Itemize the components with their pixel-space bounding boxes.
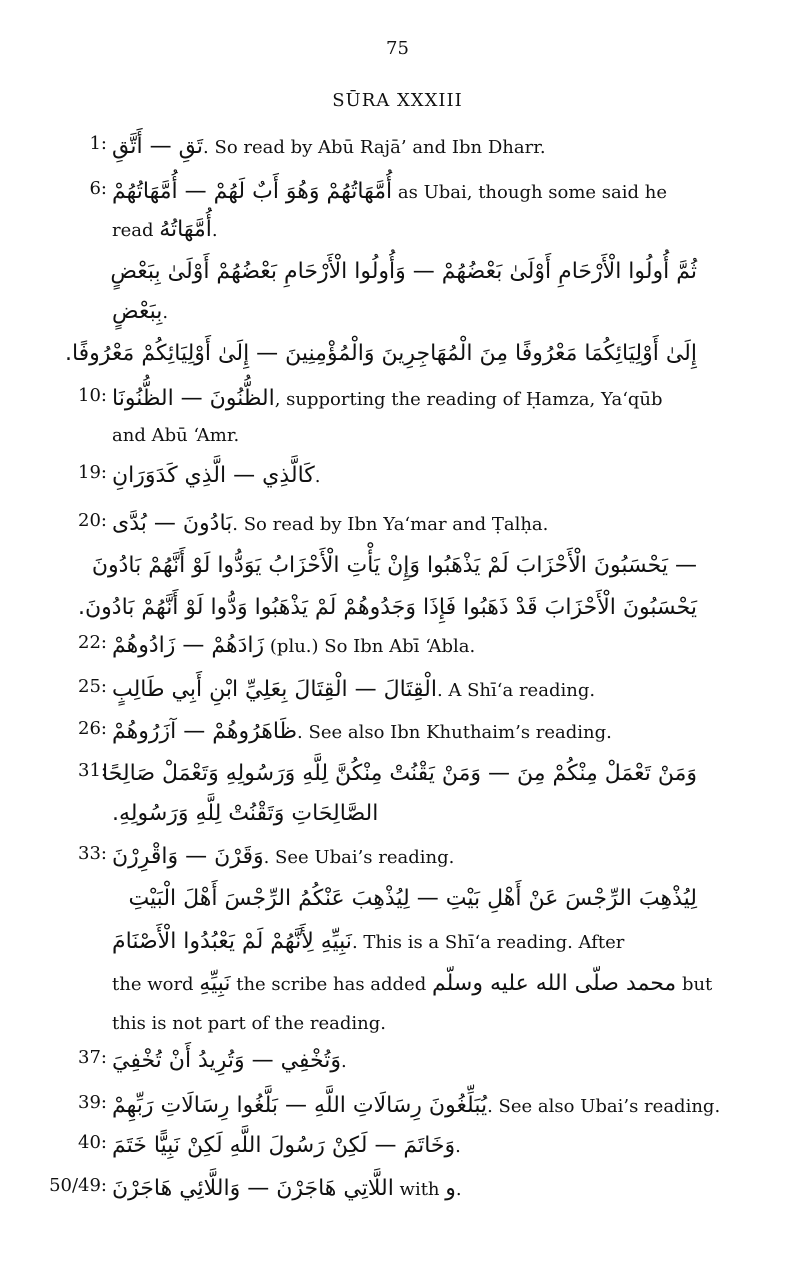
note-text: . See also Ibn Khuthaim’s reading. bbox=[297, 722, 612, 743]
note-text: (plu.) So Ibn Abī ‘Abla. bbox=[264, 636, 476, 657]
note-text: . So read by Abū Rajā’ and Ibn Dharr. bbox=[203, 137, 546, 158]
note-text: as Ubai, though some said he bbox=[392, 182, 668, 203]
verse-number: 37: bbox=[78, 1047, 107, 1068]
verse-number: 39: bbox=[78, 1092, 107, 1113]
arabic-reading: ثُمَّ أُولُوا الْأَرْحَامِ أَوْلَىٰ بَعْضُهُمْ — وَأُولُوا الْأَرْحَامِ بَعْضُهُمْ أَوْلَىٰ بِبَعْضٍ bbox=[110, 259, 697, 284]
verse-number: 31: bbox=[78, 760, 107, 781]
verse-number: 22: bbox=[78, 632, 107, 653]
note-text: this is not part of the reading. bbox=[112, 1013, 386, 1034]
note-text: . So read by Ibn Ya‘mar and Ṭalḥa. bbox=[232, 514, 549, 535]
note-text: . This is a Shī‘a reading. After bbox=[351, 932, 625, 953]
verse-number: 40: bbox=[78, 1132, 107, 1153]
arabic-reading: وَقَرْنَ — وَاقْرِرْنَ bbox=[112, 844, 264, 869]
arabic-reading: لِيُذْهِبَ الرِّجْسَ عَنْ أَهْلِ بَيْتِ — لِيُذْهِبَ عَنْكُمُ الرِّجْسَ أَهْلَ الْبَيْتِ bbox=[128, 886, 697, 911]
arabic-reading: وَخَاتَمَ — لَكِنْ رَسُولَ اللَّهِ لَكِنْ نَبِيًّا خَتَمَ bbox=[112, 1133, 456, 1158]
arabic-reading: زَادَهُمْ — زَادُوهُمْ bbox=[112, 633, 265, 658]
arabic-reading: أُمَّهَاتُهُ bbox=[159, 217, 212, 242]
verse-number: 19: bbox=[78, 462, 107, 483]
arabic-reading: بِبَعْضٍ bbox=[112, 299, 163, 324]
verse-number: 1: bbox=[89, 133, 107, 154]
arabic-reading: إِلَىٰ أَوْلِيَائِكُمَا مَعْرُوفًا مِنَ الْمُهَاجِرِينَ وَالْمُؤْمِنِينَ — إِلَىٰ أَوْلِيَائِكُمْ مَعْرُوفًا. bbox=[64, 341, 697, 366]
note-text: . See Ubai’s reading. bbox=[263, 847, 455, 868]
arabic-reading: وَمَنْ تَعْمَلْ مِنْكُمْ مِنَ — وَمَنْ يَقْنُتْ مِنْكُنَّ لِلَّهِ وَرَسُولِهِ وَتَعْمَلْ صَالِحًا bbox=[102, 761, 697, 786]
arabic-reading: محمد صلّى الله عليه وسلّم bbox=[431, 971, 677, 996]
note-text: , supporting the reading of Ḥamza, Ya‘qūb bbox=[274, 389, 663, 410]
arabic-reading: الظُّنُونَ — الظُّنُونَا bbox=[112, 386, 275, 411]
note-text: . bbox=[211, 220, 218, 241]
arabic-reading: نَبِيِّهِ لِأَنَّهُمْ لَمْ يَعْبُدُوا الْأَصْنَامَ bbox=[112, 929, 352, 954]
arabic-reading: يُبَلِّغُونَ رِسَالَاتِ اللَّهِ — بَلَّغُوا رِسَالَاتِ رَبِّهِمْ bbox=[112, 1093, 488, 1118]
arabic-reading: اللَّاتِي هَاجَرْنَ — وَاللَّائِي هَاجَرْنَ bbox=[112, 1176, 394, 1201]
arabic-reading: نَبِيِّهِ bbox=[199, 971, 231, 996]
page-number: 75 bbox=[386, 38, 409, 59]
arabic-reading: — يَحْسَبُونَ الْأَحْزَابَ لَمْ يَذْهَبُوا وَإِنْ يَأْتِ الْأَحْزَابُ يَوَدُّوا لَوْ أَنَّهُمْ بَادُونَ bbox=[91, 553, 697, 578]
arabic-reading: أُمَّهَاتُهُمْ وَهُوَ أَبٌ لَهُمْ — أُمَّهَاتُهُمْ bbox=[112, 179, 393, 204]
verse-number: 50/49: bbox=[49, 1175, 107, 1196]
note-text: the word bbox=[112, 974, 200, 995]
verse-number: 26: bbox=[78, 718, 107, 739]
sura-heading: SŪRA XXXIII bbox=[332, 90, 463, 111]
note-text: with bbox=[393, 1179, 446, 1200]
arabic-reading: ظَاهَرُوهُمْ — آزَرُوهُمْ bbox=[112, 719, 298, 744]
note-text: . bbox=[162, 302, 169, 323]
verse-number: 20: bbox=[78, 510, 107, 531]
verse-number: 10: bbox=[78, 385, 107, 406]
note-text: read bbox=[112, 220, 160, 241]
arabic-reading: و bbox=[445, 1176, 456, 1201]
note-text: . bbox=[314, 466, 321, 487]
arabic-reading: وَتُخْفِي — وَتُرِيدُ أَنْ تُخْفِيَ bbox=[112, 1048, 342, 1073]
arabic-reading: الْقِتَالَ — الْقِتَالَ بِعَلِيِّ ابْنِ أَبِي طَالِبٍ bbox=[112, 677, 437, 702]
note-text: but bbox=[676, 974, 713, 995]
arabic-reading: تَقِ — أَتَّقِ bbox=[112, 134, 204, 159]
note-text: . bbox=[455, 1136, 461, 1157]
note-text: . See also Ubai’s reading. bbox=[487, 1096, 721, 1117]
arabic-reading: كَالَّذِي — الَّذِي كَدَوَرَانِ bbox=[112, 463, 315, 488]
note-text: . A Shī‘a reading. bbox=[436, 680, 596, 701]
arabic-reading: الصَّالِحَاتِ وَتَقْنُتْ لِلَّهِ وَرَسُولِهِ. bbox=[112, 801, 379, 826]
verse-number: 33: bbox=[78, 843, 107, 864]
arabic-reading: بَادُونَ — بُدَّى bbox=[112, 511, 233, 536]
note-text: and Abū ‘Amr. bbox=[112, 425, 240, 446]
arabic-reading: يَحْسَبُونَ الْأَحْزَابَ قَدْ ذَهَبُوا فَإِذَا وَجَدُوهُمْ لَمْ يَذْهَبُوا وَدُّوا لَوْ أَنَّهُمْ بَادُونَ. bbox=[78, 595, 697, 620]
note-text: . bbox=[341, 1051, 347, 1072]
verse-number: 6: bbox=[89, 178, 107, 199]
note-text: the scribe has added bbox=[230, 974, 432, 995]
note-text: . bbox=[455, 1179, 462, 1200]
verse-number: 25: bbox=[78, 676, 107, 697]
